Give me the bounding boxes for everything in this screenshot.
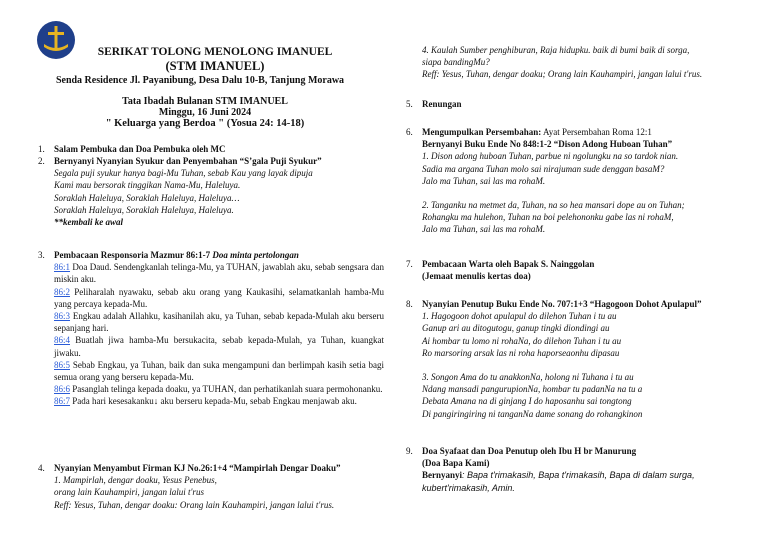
lyric-line: 1. Hagogoon dohot apulapul do dilehon Tuhan i tu au [422, 311, 617, 322]
lyric-line: Debata Amana na di ginjang I do haposanhu sai tongtong [422, 396, 632, 407]
lyric-line: Ai hombar tu lomo ni rohaNa, do dilehon Tuhan i tu au [422, 335, 622, 346]
agenda-item-3-title: Pembacaan Responsoria Mazmur 86:1-7 [54, 250, 211, 260]
psalm-verse: 86:6 Pasanglah telinga kepada doaku, ya TUHAN, dan perhatikanlah suara permohonanku. [54, 384, 383, 395]
agenda-item-2-title: Bernyanyi Nyanyian Syukur dan Penyembahan “S’gala Puji Syukur” [54, 156, 322, 166]
verse-link[interactable]: 86:7 [54, 396, 71, 407]
lyric-line: 1. Dison adong huboan Tuhan, parbue ni ngolungku na so tardok nian. [422, 151, 679, 162]
org-name: SERIKAT TOLONG MENOLONG IMANUEL [97, 46, 333, 58]
lyric-line: orang lain Kauhampiri, jangan lalui t'rus [54, 487, 204, 498]
verse-link[interactable]: 86:4 [54, 335, 71, 346]
psalm-subtitle: Doa minta pertolongan [212, 250, 299, 260]
lyric-line: Reff: Yesus, Tuhan, dengar doaku: Orang lain Kauhampiri, jangan lalui t'rus. [54, 499, 335, 510]
lyric-line: Ndang mansadi pangurupionNa, hombar tu padanNa na tu a [422, 384, 643, 395]
lyric-line: Sadia ma argana Tuhan molo sai nirajuman sude denggan basaM? [422, 163, 665, 174]
closing-song-text-2: kubert'rimakasih, Amin. [422, 482, 515, 493]
psalm-verse: 86:3 Engkau adalah Allahku, kasihanilah aku, ya Tuhan, sebab kepada-Mulah aku berseru sepanjang hari. [54, 311, 385, 334]
lyric-line: Segala puji syukur hanya bagi-Mu Tuhan, sebab Kau yang layak dipuja [54, 168, 313, 179]
psalm-verse: 86:2 Peliharalah nyawaku, sebab aku orang yang Kaukasihi, selamatkanlah hamba-Mu yang percaya kepada-Mu. [54, 286, 385, 309]
org-address: Senda Residence Jl. Payanibung, Desa Dalu 10-B, Tanjung Morawa [55, 75, 345, 86]
lyric-line: Reff: Yesus, Tuhan, dengar doaku; Orang lain Kauhampiri, jangan lalui t'rus. [422, 69, 703, 80]
agenda-item-9-note: (Doa Bapa Kami) [422, 458, 490, 469]
agenda-item-7-title: Pembacaan Warta oleh Bapak S. Nainggolan [422, 259, 595, 269]
closing-song-text: : Bapa t'rimakasih, Bapa t'rimakasih, Bapa di dalam surga, [462, 470, 695, 481]
lyric-line: Jalo ma Tuhan, sai las ma rohaM. [422, 175, 546, 186]
verse-link[interactable]: 86:6 [54, 384, 71, 395]
service-date: Minggu, 16 Juni 2024 [158, 107, 252, 118]
verse-link[interactable]: 86:2 [54, 286, 71, 297]
lyric-line: Jalo ma Tuhan, sai las ma rohaM. [422, 224, 546, 235]
psalm-verse: 86:7 Pada hari kesesakanku↓ aku berseru kepada-Mu, sebab Engkau menjawab aku. [54, 396, 357, 407]
repeat-note: **kembali ke awal [54, 217, 123, 228]
agenda-item-7-note: (Jemaat menulis kertas doa) [422, 271, 531, 282]
psalm-verse: 86:1 Doa Daud. Sendengkanlah telinga-Mu, ya TUHAN, jawablah aku, sebab sengsara dan miskin aku. [54, 262, 384, 285]
lyric-line: 2. Tanganku na metmet da, Tuhan, na so hea mansari dope au on Tuhan; [422, 200, 685, 211]
agenda-item-4-title: Nyanyian Menyambut Firman KJ No.26:1+4 “Mampirlah Dengar Doaku” [54, 463, 341, 473]
psalm-verse: 86:4 Buatlah jiwa hamba-Mu bersukacita, sebab kepada-Mulah, ya Tuhan, kuangkat jiwaku. [54, 335, 384, 358]
lyric-line: Soraklah Haleluya, Soraklah Haleluya, Haleluya. [54, 204, 234, 215]
agenda-item-8-title: Nyanyian Penutup Buku Ende No. 707:1+3 “Hagogoon Dohot Apulapul” [422, 299, 702, 309]
service-title: Tata Ibadah Bulanan STM IMANUEL [122, 96, 288, 107]
lyric-line: Di pangiringiring ni tanganNa dame sonang do rohangkinon [422, 408, 643, 419]
song-title: Bernyanyi Buku Ende No 848:1-2 “Dison Adong Huboan Tuhan” [422, 139, 673, 150]
service-theme: " Keluarga yang Berdoa " (Yosua 24: 14-18) [105, 118, 305, 129]
org-abbrev: (STM IMANUEL) [165, 59, 265, 73]
agenda-item-4-continued [422, 44, 762, 81]
lyric-line: Ganup ari au ditogutogu, ganup tingki diondingi au [422, 323, 610, 334]
verse-link[interactable]: 86:5 [54, 359, 71, 370]
lyric-line: Kami mau bersorak tinggikan Nama-Mu, Haleluya. [54, 180, 241, 191]
lyric-line: 3. Songon Ama do tu anakkonNa, holong ni Tuhana i tu au [422, 372, 634, 383]
agenda-item-9-title: Doa Syafaat dan Doa Penutup oleh Ibu H br Manurung [422, 446, 637, 456]
psalm-verse: 86:5 Sebab Engkau, ya Tuhan, baik dan suka mengampuni dan berlimpah kasih setia bagi semua orang yang berseru kepada-Mu. [54, 359, 384, 383]
offering-verse: Ayat Persembahan Roma 12:1 [543, 127, 652, 137]
agenda-item-1-title: Salam Pembuka dan Doa Pembuka oleh MC [54, 144, 226, 154]
verse-link[interactable]: 86:3 [54, 311, 71, 322]
agenda-item-6-title: Mengumpulkan Persembahan: [422, 127, 542, 137]
lyric-line: Ro marsoring arsak las ni roha haporseaonhu dipasau [422, 347, 620, 358]
closing-song-label: Bernyanyi [422, 470, 463, 481]
verse-link[interactable]: 86:1 [54, 262, 71, 273]
lyric-line: 4. Kaulah Sumber penghiburan, Raja hidupku. baik di bumi baik di sorga, [422, 45, 690, 55]
agenda-item-5-title: Renungan [422, 99, 462, 109]
lyric-line: 1. Mampirlah, dengar doaku, Yesus Penebus, [54, 475, 217, 486]
lyric-line: siapa bandingMu? [422, 57, 490, 68]
lyric-line: Rohangku ma hulehon, Tuhan na boi pelehononku gabe las ni rohaM, [422, 212, 674, 223]
lyric-line: Soraklah Haleluya, Soraklah Haleluya, Haleluya… [54, 192, 240, 203]
